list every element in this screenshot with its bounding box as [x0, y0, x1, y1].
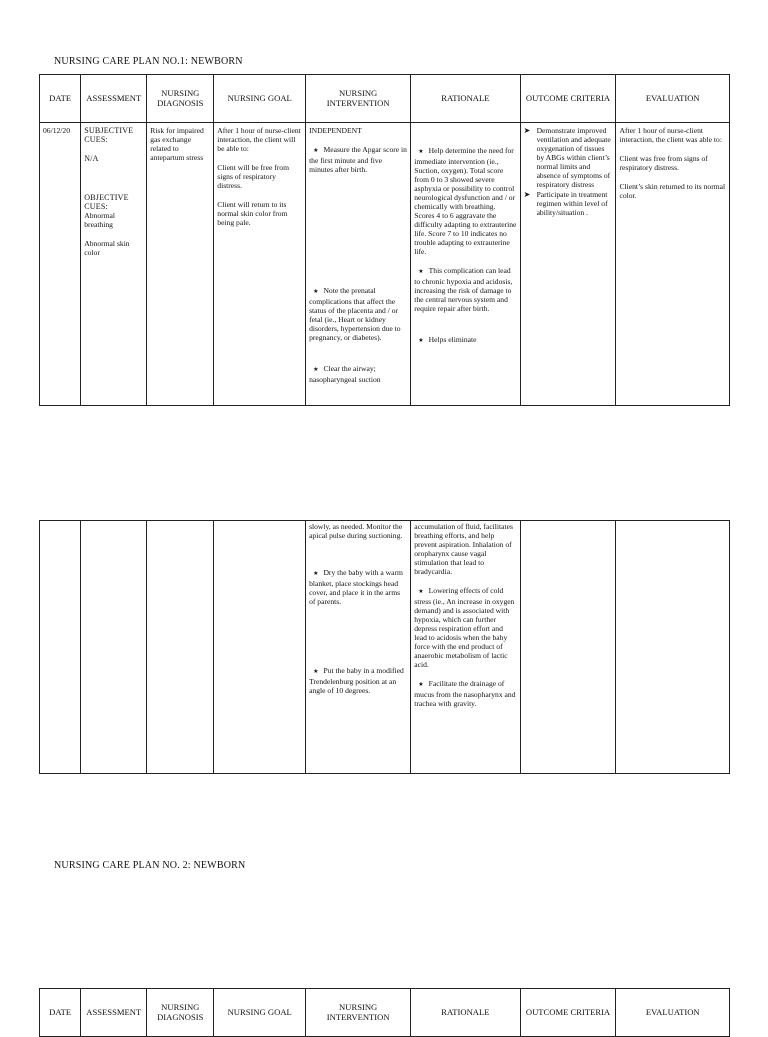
evaluation-1: Client was free from signs of respiratory distress.: [619, 154, 708, 172]
rationale-1: ★ Help determine the need for immediate intervention (ie., Suction, oxygen). Total score from 0 to 3 showed severe asphyxia or possibility to control neurological dysfunction and / or chemically with breathing. Scores 4 to 6 aggravate the difficulty adapting to extrauterine life. Score 7 to 10 indicates no trouble adapting to extrauterine life.: [414, 146, 517, 256]
cell-goal: [214, 521, 306, 774]
subjective-value: N/A: [84, 154, 99, 163]
cell-diagnosis: [147, 521, 214, 774]
intervention-3: ★ Clear the airway; nasopharyngeal suction: [309, 364, 381, 384]
star-bullet-icon: ★: [418, 338, 424, 344]
care-plan-1-table: [39, 74, 730, 406]
objective-cue-2: Abnormal skin color: [84, 239, 130, 257]
intervention-heading: INDEPENDENT: [309, 126, 362, 135]
goal-1: Client will be free from signs of respiratory distress.: [217, 163, 289, 190]
star-bullet-icon: ★: [418, 589, 424, 595]
outcome-1: ➤ Demonstrate improved ventilation and adequate oxygenation of tissues by ABGs within client’s normal limits and absence of symptoms of respiratory distress: [523, 126, 611, 189]
subjective-label: SUBJECTIVE CUES:: [84, 126, 134, 144]
cell-evaluation: [616, 123, 730, 406]
header-rationale: RATIONALE: [411, 989, 520, 1037]
arrow-bullet-icon: ➤: [523, 126, 531, 135]
header-outcome: OUTCOME CRITERIA: [520, 989, 616, 1037]
header-assessment: ASSESSMENT: [81, 989, 147, 1037]
header-date: DATE: [40, 75, 81, 123]
star-bullet-icon: ★: [313, 571, 319, 577]
intervention-2: ★ Note the prenatal complications that affect the status of the placenta and / or fetal (ie., Heart or kidney disorders, hypertension due to pregnancy, or diabetes).: [309, 286, 401, 342]
rationale-2: ★ This complication can lead to chronic hypoxia and acidosis, increasing the risk of damage to the central nervous system and require repair after birth.: [414, 266, 513, 313]
star-bullet-icon: ★: [313, 367, 319, 373]
intervention-1: ★ Measure the Apgar score in the first minute and five minutes after birth.: [309, 145, 407, 174]
cell-outcome: [520, 521, 616, 774]
rationale-5: ★ Facilitate the drainage of mucus from the nasopharynx and trachea with gravity.: [414, 679, 516, 708]
cell-date: [40, 521, 81, 774]
objective-label: OBJECTIVE CUES:: [84, 193, 129, 211]
header-evaluation: EVALUATION: [616, 75, 730, 123]
star-bullet-icon: ★: [418, 149, 424, 155]
date-value: 06/12/20: [43, 126, 71, 135]
header-goal: NURSING GOAL: [214, 75, 306, 123]
cell-diagnosis: [147, 123, 214, 406]
intervention-4: ★ Dry the baby with a warm blanket, place stockings head cover, and place it in the arms of parents.: [309, 568, 403, 606]
cell-goal: [214, 123, 306, 406]
star-bullet-icon: ★: [418, 269, 424, 275]
header-evaluation: EVALUATION: [616, 989, 730, 1037]
table-row: [40, 521, 730, 774]
rationale-4: ★ Lowering effects of cold stress (ie., An increase in oxygen demand) and is associated with hypoxia, which can further depress respiration effort and lead to acidosis when the baby force with the end product of anaerobic metabolism of lactic acid.: [414, 586, 515, 669]
cell-rationale: [411, 521, 520, 774]
evaluation-2: Client’s skin returned to its normal color.: [619, 182, 726, 200]
cell-assessment: [81, 521, 147, 774]
star-bullet-icon: ★: [313, 669, 319, 675]
header-diagnosis: NURSING DIAGNOSIS: [147, 989, 214, 1037]
cell-assessment: [81, 123, 147, 406]
rationale-continued: accumulation of fluid, facilitates breathing efforts, and help prevent aspiration. Inhalation of oropharynx cause vagal stimulation that lead to bradycardia.: [414, 522, 513, 576]
care-plan-1-continuation-table: [39, 520, 730, 774]
cell-outcome: [520, 123, 616, 406]
star-bullet-icon: ★: [313, 289, 319, 295]
cell-intervention: [306, 123, 411, 406]
cell-rationale: [411, 123, 520, 406]
header-intervention: NURSING INTERVENTION: [306, 989, 411, 1037]
header-intervention: NURSING INTERVENTION: [306, 75, 411, 123]
goal-intro: After 1 hour of nurse-client interaction, the client will be able to:: [217, 126, 301, 153]
star-bullet-icon: ★: [418, 682, 424, 688]
cell-date: [40, 123, 81, 406]
header-outcome: OUTCOME CRITERIA: [520, 75, 616, 123]
rationale-3: ★ Helps eliminate: [418, 335, 477, 344]
outcome-2: ➤ Participate in treatment regimen within level of ability/situation .: [523, 190, 608, 217]
header-diagnosis: NURSING DIAGNOSIS: [147, 75, 214, 123]
intervention-5: ★ Put the baby in a modified Trendelenburg position at an angle of 10 degrees.: [309, 666, 404, 695]
table-header-row: [40, 75, 730, 123]
goal-2: Client will return to its normal skin color from being pale.: [217, 200, 288, 227]
header-rationale: RATIONALE: [411, 75, 520, 123]
diagnosis-text: Risk for impaired gas exchange related to antepartum stress: [150, 126, 204, 162]
table-header-row: [40, 989, 730, 1037]
plan2-title: NURSING CARE PLAN NO. 2: NEWBORN: [54, 860, 246, 871]
header-goal: NURSING GOAL: [214, 989, 306, 1037]
objective-cue-1: Abnormal breathing: [84, 211, 116, 229]
intervention-continued: slowly, as needed. Monitor the apical pulse during suctioning.: [309, 522, 403, 540]
header-date: DATE: [40, 989, 81, 1037]
star-bullet-icon: ★: [313, 148, 319, 154]
plan1-title: NURSING CARE PLAN NO.1: NEWBORN: [54, 56, 243, 67]
cell-intervention: [306, 521, 411, 774]
header-assessment: ASSESSMENT: [81, 75, 147, 123]
evaluation-intro: After 1 hour of nurse-client interaction, the client was able to:: [619, 126, 722, 144]
arrow-bullet-icon: ➤: [523, 190, 531, 199]
care-plan-2-table: [39, 988, 730, 1037]
cell-evaluation: [616, 521, 730, 774]
table-row: [40, 123, 730, 406]
